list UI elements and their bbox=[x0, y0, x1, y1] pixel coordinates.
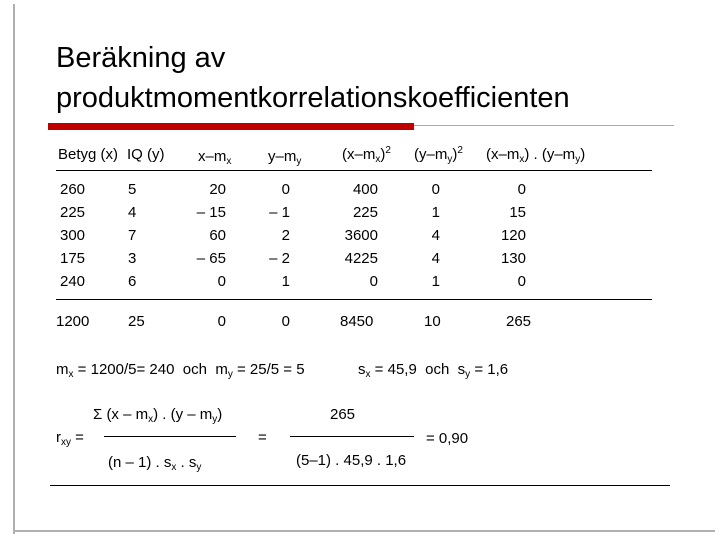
table-cell: 2 bbox=[281, 227, 290, 244]
formula-r-xy: $r_{xy}$ = bbox=[56, 429, 84, 448]
table-cell: 7 bbox=[128, 227, 137, 244]
means-line: $m_x = 1200/5= 240$ och $m_y = 25/5 = 5$ bbox=[56, 361, 305, 380]
formula-numerator-value: 265 bbox=[330, 406, 356, 423]
table-cell: – 65 bbox=[196, 250, 226, 267]
total-cell: 10 bbox=[424, 313, 441, 330]
table-cell: 4 bbox=[128, 204, 137, 221]
table-cell: 20 bbox=[209, 181, 226, 198]
total-cell: 8450 bbox=[340, 313, 374, 330]
header-x-minus-mx: $x-m_x$ bbox=[198, 148, 232, 167]
header-x-dev-squared: $(x-m_x)^2$ bbox=[342, 145, 391, 165]
title-underline-rule bbox=[414, 125, 674, 126]
table-cell: 1 bbox=[431, 204, 440, 221]
total-cell: 1200 bbox=[56, 313, 90, 330]
header-y-minus-my: $y-m_y$ bbox=[268, 148, 302, 167]
table-cell: 3 bbox=[128, 250, 137, 267]
table-cell: 6 bbox=[128, 273, 137, 290]
total-cell: 0 bbox=[281, 313, 290, 330]
header-iq: IQ (y) bbox=[127, 146, 165, 163]
fraction-bar-symbolic bbox=[104, 436, 236, 437]
table-cell: 130 bbox=[500, 250, 526, 267]
fraction-bar-value bbox=[290, 436, 414, 437]
header-y-dev-squared: $(y-m_y)^2$ bbox=[414, 145, 463, 165]
table-cell: 5 bbox=[128, 181, 137, 198]
total-cell: 265 bbox=[506, 313, 532, 330]
table-cell: 4 bbox=[431, 250, 440, 267]
table-cell: 260 bbox=[60, 181, 86, 198]
table-cell: 0 bbox=[217, 273, 226, 290]
formula-equals: = bbox=[258, 429, 267, 446]
table-cell: 15 bbox=[509, 204, 526, 221]
slide-frame-left bbox=[13, 4, 15, 534]
table-cell: 225 bbox=[352, 204, 378, 221]
header-rule bbox=[56, 170, 652, 171]
table-cell: 240 bbox=[60, 273, 86, 290]
formula-result: = 0,90 bbox=[426, 430, 469, 447]
formula-denominator-value: (5–1) . 45,9 . 1,6 bbox=[296, 452, 407, 469]
total-cell: 0 bbox=[217, 313, 226, 330]
table-cell: – 1 bbox=[269, 204, 290, 221]
header-betyg: Betyg (x) bbox=[58, 146, 119, 163]
body-rule bbox=[56, 299, 652, 300]
slide-title: Beräkning av produktmomentkorrelationskoefficienten bbox=[56, 42, 570, 114]
bottom-rule bbox=[50, 485, 670, 486]
total-cell: 25 bbox=[128, 313, 145, 330]
table-cell: 3600 bbox=[344, 227, 378, 244]
header-product: $(x-m_x)$ . $(y-m_y)$ bbox=[486, 146, 586, 165]
table-cell: 0 bbox=[517, 181, 526, 198]
table-cell: 0 bbox=[517, 273, 526, 290]
table-cell: 175 bbox=[60, 250, 86, 267]
formula-denominator-symbolic: (n – 1) . $s_x$ . $s_y$ bbox=[108, 454, 202, 473]
table-cell: 1 bbox=[281, 273, 290, 290]
table-cell: 60 bbox=[209, 227, 226, 244]
table-cell: 0 bbox=[431, 181, 440, 198]
table-cell: – 15 bbox=[196, 204, 226, 221]
slide-frame-bottom bbox=[13, 530, 715, 532]
table-cell: – 2 bbox=[269, 250, 290, 267]
table-cell: 4225 bbox=[344, 250, 378, 267]
table-cell: 120 bbox=[500, 227, 526, 244]
table-cell: 0 bbox=[281, 181, 290, 198]
table-cell: 0 bbox=[369, 273, 378, 290]
table-cell: 300 bbox=[60, 227, 86, 244]
table-cell: 400 bbox=[352, 181, 378, 198]
title-underline-accent bbox=[48, 123, 414, 130]
std-dev-line: $s_x = 45,9$ och $s_y = 1,6$ bbox=[358, 361, 509, 380]
formula-numerator-symbolic: Σ $(x - m_x)$ . $(y - m_y)$ bbox=[93, 406, 223, 425]
table-cell: 225 bbox=[60, 204, 86, 221]
table-cell: 4 bbox=[431, 227, 440, 244]
table-cell: 1 bbox=[431, 273, 440, 290]
